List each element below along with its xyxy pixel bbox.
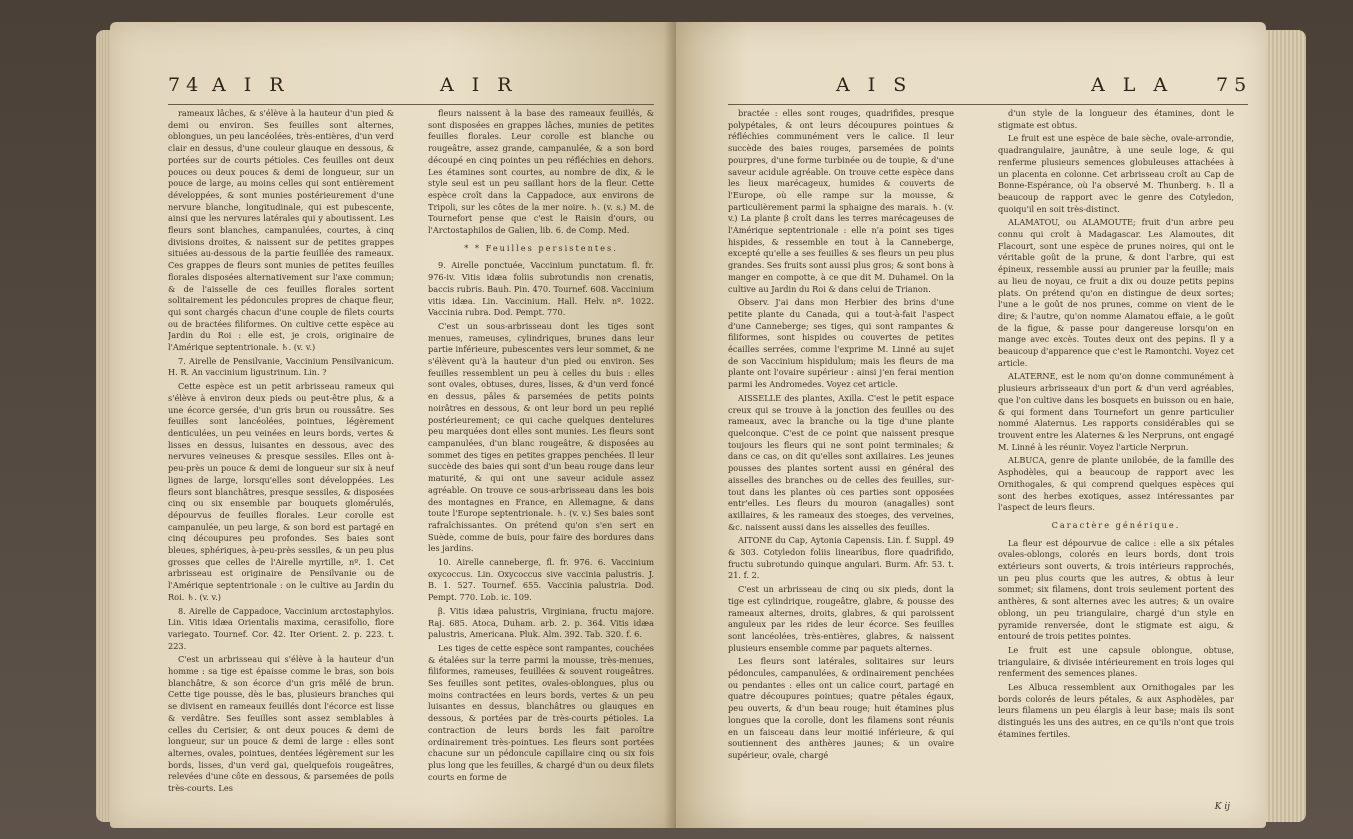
paragraph: 9. Airelle ponctuée, Vaccinium punctatum. fl. fr. 976-iv. Vitis idæa foliis subrotundis non crenatis, baccis rubris. Bauh. Pin. 470. Tournef. 608. Vaccinium vitis idæa. Lin. Vaccinium. Hall. Helv. nº. 1022. Vaccinia rubra. Dod. Pempt. 770. <box>428 260 654 318</box>
left-page-header <box>110 74 676 98</box>
paragraph: fleurs naissent à la base des rameaux feuillés, & sont disposées en grappes lâches, munies de petites feuilles florales. Leur corolle est blanche ou rougeâtre, assez grande, campanulée, & a son bord découpé en cinq pointes un peu réfléchies en dehors. Les étamines sont courtes, au nombre de dix, & le style seul est un peu saillant hors de la fleur. Cette espèce croît dans la Cappadoce, aux environs de Tripoli, sur les côtes de la mer noire. ♄. (v. s.) M. de Tournefort pense que c'est le Raisin d'ours, ou l'Arctostaphilos de Galien, lib. 6. de Comp. Med. <box>428 108 654 236</box>
paragraph: Le fruit est une espèce de baie sèche, ovale-arrondie, quadrangulaire, jaunâtre, à une seule loge, & qui renferme plusieurs semences globuleuses attachées à un placenta en colonne. Cet arbrisseau croît au Cap de Bonne-Espérance, où l'a observé M. Thunberg. ♄. Il a beaucoup de rapport avec le genre des Cotyledon, quoiqu'il en soit très-distinct. <box>998 133 1234 214</box>
header-rule-right <box>728 104 1248 105</box>
left-page <box>110 22 676 828</box>
right-column-1 <box>728 108 954 808</box>
paragraph: 10. Airelle canneberge, fl. fr. 976. 6. Vaccinium oxycoccus. Lin. Oxycoccus sive vaccinia palustris. J. B. 1. 527. Tournef. 655. Vaccinia palustria. Dod. Pempt. 770. Lob. ic. 109. <box>428 557 654 603</box>
paragraph: Le fruit est une capsule oblongue, obtuse, triangulaire, & divisée intérieurement en trois loges qui renferment des semences planes. <box>998 644 1234 679</box>
paragraph: C'est un arbrisseau qui s'élève à la hauteur d'un homme : sa tige est épaisse comme le bras, son bois blanchâtre, & son écorce d'un gris mêlé de brun. Cette tige pousse, dès le bas, plusieurs branches qui se divisent en rameaux feuillés dont l'écorce est lisse & verdâtre. Ses feuilles sont assez semblables à celles du Cerisier, & ont deux pouces & demi de longueur, sur un pouce & demi de large : elles sont alternes, ovales, pointues, dentées légèrement sur les bords, lisses, d'un verd gai, quelquefois rougeâtres, relevées d'une côte en dessous, & parsemées de poils très-courts. Les <box>168 654 394 794</box>
left-column-2 <box>428 108 654 808</box>
paragraph: ALAMATOU, ou ALAMOUTE; fruit d'un arbre peu connu qui croît à Madagascar. Les Alamoutes, dit Flacourt, sont une espèce de prunes noires, qui ont le véritable goût de la prune, & dont l'arbre, qui est épineux, ressemble aussi au prunier par la feuille; mais au lieu de noyau, ce fruit a dix ou douze petits pepins plats. On prétend qu'on en distingue de deux sortes; l'une a le goût de nos prunes, comme on vient de le dire; & l'autre, qu'on nomme Alamatou effaie, a le goût de la figue, & passe pour dangereuse lorsqu'on en mange avec excès. Toutes deux ont des pepins. Il y a beaucoup d'apparence que c'est le Ramontchi. Voyez cet article. <box>998 217 1234 368</box>
paragraph: Les Albuca ressemblent aux Ornithogales par les bords colorés de leurs pétales, & aux Asphodèles, par leurs filamens un peu élargis à leur base; mais ils sont distingués les uns des autres, en ce qu'ils n'ont que trois étamines fertiles. <box>998 682 1234 739</box>
paragraph: β. Vitis idæa palustris, Virginiana, fructu majore. Raj. 685. Atoca, Duham. arb. 2. p. 364. Vitis idæa palustris, Americana. Pluk. Alm. 392. Tab. 320. f. 6. <box>428 605 654 640</box>
paragraph: Observ. J'ai dans mon Herbier des brins d'une petite plante du Canada, qui a tout-à-fait l'aspect d'une Canneberge; ses tiges, qui sont rampantes & filiformes, sont hispides ou couvertes de petites écailles serrées, comme l'exprime M. Linné au sujet de son Vaccinium hispidulum; mais les fleurs de ma plante ont l'ovaire supérieur : ainsi j'en ferai mention parmi les Andromedes. Voyez cet article. <box>728 297 954 390</box>
page-number-right: 75 <box>1216 74 1253 96</box>
signature-mark: K ij <box>1214 802 1230 812</box>
paragraph: AITONE du Cap, Aytonia Capensis. Lin. f. Suppl. 49 & 303. Cotyledon foliis linearibus, flore quadrifido, fructu subrotundo quinque angulari. Burm. Afr. 53. t. 21. f. 2. <box>728 535 954 581</box>
paragraph: d'un style de la longueur des étamines, dont le stigmate est obtus. <box>998 108 1234 130</box>
left-column-1 <box>168 108 394 808</box>
running-head-left: A I R <box>212 74 290 96</box>
paragraph: AISSELLE des plantes, Axilla. C'est le petit espace creux qui se trouve à la jonction des feuilles ou des rameaux, avec la branche ou la tige d'une plante quelconque. C'est de ce point que naissent presque toujours les fleurs qui ne sont point terminales; & dans ce cas, on dit qu'elles sont axillaires. Les jeunes pousses des plantes sortent aussi en général des aisselles des branches ou de celles des feuilles, sur-tout dans les plantes où ces parties sont opposées entr'elles. Les fleurs du mouron (anagalles) sont axillaires, & les rameaux des stoeges, des verveines, &c. naissent aussi dans les aisselles des feuilles. <box>728 392 954 532</box>
paragraph: La fleur est dépourvue de calice : elle a six pétales ovales-oblongs, colorés en leurs bords, dont trois extérieurs sont ouverts, & trois intérieurs rapprochés, un peu plus courts que les autres, & obtus à leur sommet; six filamens, dont trois seulement portent des anthères, & sont alternes avec les autres; & un ovaire oblong, un peu triangulaire, chargé d'un style en pyramide renversée, dont le stigmate est aigu, & entouré de trois petites pointes. <box>998 537 1234 642</box>
paragraph: C'est un sous-arbrisseau dont les tiges sont menues, rameuses, cylindriques, brunes dans leur partie inférieure, pubescentes vers leur sommet, & ne s'élèvent qu'à la hauteur d'un pied ou environ. Ses feuilles ressemblent un peu à celles du buis : elles sont ovales, obtuses, dures, lisses, & d'un verd foncé en dessus, pâles & parsemées de petits points noirâtres en dessous, & ont leur bord un peu replié postérieurement; ce qui cache quelques dentelures peu marquées dont elles sont munies. Les fleurs sont campanulées, d'un blanc rougeâtre, & disposées au sommet des tiges en petites grappes penchées. Il leur succède des baies qui sont d'un beau rouge dans leur maturité, & qui ont une saveur acidule assez agréable. On trouve ce sous-arbrisseau dans les bois des montagnes en France, en Allemagne, & dans toute l'Europe septentrionale. ♄. (v. v.) Ses baies sont rafraîchissantes. On prétend qu'on s'en sert en Suède, comme de buis, pour faire des bordures dans les jardins. <box>428 320 654 554</box>
running-head-right: A I R <box>440 74 518 96</box>
right-page <box>676 22 1266 828</box>
paragraph: C'est un arbrisseau de cinq ou six pieds, dont la tige est cylindrique, rougeâtre, glabre, & pousse des rameaux alternes, droits, glabres, & qui paroissent anguleux par les rides de leur écorce. Ses feuilles sont lancéolées, très-entières, glabres, & naissent plusieurs ensemble comme par paquets alternes. <box>728 584 954 653</box>
right-column-2 <box>998 108 1234 808</box>
paragraph: ALATERNE, est le nom qu'on donne communément à plusieurs arbrisseaux d'un port & d'un verd agréables, que l'on cultive dans les bosquets en buisson ou en haie, & qui forment dans Tournefort un genre particulier nommé Alaternus. Les rapports considérables qui se trouvent entre les Alaternes & les Nerpruns, ont engagé M. Linné à les réunir. Voyez l'article Nerprun. <box>998 371 1234 452</box>
header-rule-left <box>168 104 654 105</box>
paragraph: 7. Airelle de Pensilvanie, Vaccinium Pensilvanicum. H. R. An vaccinium ligustrinum. Lin. ? <box>168 355 394 378</box>
paragraph: Les tiges de cette espèce sont rampantes, couchées & étalées sur la terre parmi la mousse, très-menues, filiformes, rameuses, feuillées & souvent rougeâtres. Ses feuilles sont petites, ovales-oblongues, plus ou moins contractées en leurs bords, vertes & un peu luisantes en dessus, blanchâtres ou glauques en dessous, & portées par de très-courts pétioles. La contraction de leurs bords les fait paroître ordinairement très-pointues. Les fleurs sont portées chacune sur un pédoncule capillaire cinq ou six fois plus long que les feuilles, & chargé d'un ou deux filets courts en forme de <box>428 642 654 782</box>
paragraph: rameaux lâches, & s'élève à la hauteur d'un pied & demi ou environ. Ses feuilles sont alternes, oblongues, un peu lancéolées, très-entières, d'un verd clair en dessus, d'une couleur glauque en dessous, & portées sur de courts pétioles. Ces feuilles ont deux pouces ou deux pouces & demi de longueur, sur un pouce de large, au moins celles qui sont entièrement développées, & sont munies postérieurement d'une nervure blanche, longitudinale, qui est pubescente, ainsi que les nervures latérales qui y aboutissent. Les fleurs sont blanches, campanulées, courtes, à cinq divisions droites, & naissent sur de petites grappes situées au-dessous de la partie feuillée des rameaux. Ces grappes de fleurs sont munies de petites feuilles florales disposées alternativement sur l'axe commun; & de l'aisselle de ces feuilles florales sortent solitairement les pédoncules propres de chaque fleur, qui sont chargés chacun d'une couple de filets courts ou de bractées filiformes. On cultive cette espèce au Jardin du Roi : elle est, je crois, originaire de l'Amérique septentrionale. ♄. (v. v.) <box>168 108 394 353</box>
paragraph: Caractère générique. <box>1051 519 1181 530</box>
page-edges-right <box>1266 30 1306 822</box>
paragraph: * * Feuilles persistentes. <box>464 242 618 253</box>
paragraph: Les fleurs sont latérales, solitaires sur leurs pédoncules, campanulées, & ordinairement penchées ou pendantes : elles ont un calice court, partagé en quatre découpures pointues; quatre pétales égaux, peu ouverts, & d'un beau rouge; huit étamines plus longues que la corolle, dont les filamens sont réunis en un faisceau dans leur moitié inférieure, & qui soutiennent des anthères jaunes; & un ovaire supérieur, ovale, chargé <box>728 656 954 760</box>
paragraph: bractée : elles sont rouges, quadrifides, presque polypétales, & ont leurs découpures pointues & réfléchies communément vers le calice. Il leur succède des baies rouges, parsemées de points pourpres, d'une forme turbinée ou de toupie, & d'une saveur acidule agréable. On trouve cette espèce dans les lieux marécageux, humides & couverts de l'Europe, où elle rampe sur la mousse, & particulièrement parmi la sphaigne des marais. ♄. (v. v.) La plante β croît dans les terres marécageuses de l'Amérique septentrionale : elle n'a point ses tiges hispides, & ressemble en tout à la Canneberge, excepté qu'elle a ses feuilles & ses fleurs un peu plus grandes. Ses fruits sont aussi plus gros; & sont bons à manger en compotte, à ce que dit M. Duhamel. On la cultive au Jardin du Roi & dans celui de Trianon. <box>728 108 954 294</box>
paragraph: ALBUCA, genre de plante unilobée, de la famille des Asphodèles, qui a beaucoup de rapport avec les Ornithogales, & qui comprend quelques espèces qui sont des herbes exotiques, assez intéressantes par l'aspect de leurs fleurs. <box>998 455 1234 513</box>
running-head-left-r: A I S <box>836 74 913 96</box>
paragraph: 8. Airelle de Cappadoce, Vaccinium arctostaphylos. Lin. Vitis idæa Orientalis maxima, cerasifolio, flore variegato. Tournef. Cor. 42. Iter Orient. 2. p. 223. t. 223. <box>168 605 394 651</box>
paragraph: Cette espèce est un petit arbrisseau rameux qui s'élève à environ deux pieds ou peut-être plus, & a une écorce gersée, d'un gris brun ou roussâtre. Ses feuilles sont lancéolées, pointues, légèrement denticulées, un peu veinées en leurs bords, vertes & lisses en dessus, luisantes en dessous, avec des nervures veineuses & presque sessiles. Elles ont à-peu-près un pouce & demi de longueur sur six à neuf lignes de large, lorsqu'elles sont développées. Les fleurs sont blanchâtres, presque sessiles, & disposées cinq ou six ensemble par bouquets glomérulés, dépourvus de feuilles florales. Leur corolle est campanulée, un peu large, & son bord est partagé en cinq découpures peu profondes. Ses baies sont bleues, sphériques, à-peu-près sessiles, & un peu plus grosses que celles de l'Airelle myrtille, nº. 1. Cet arbrisseau est originaire de Pensilvanie ou de l'Amérique septentrionale : on le cultive au Jardin du Roi. ♄. (v. v.) <box>168 381 394 602</box>
page-number-left: 74 <box>168 74 205 96</box>
running-head-right-r: A L A <box>1091 74 1174 96</box>
right-page-header <box>676 74 1266 98</box>
